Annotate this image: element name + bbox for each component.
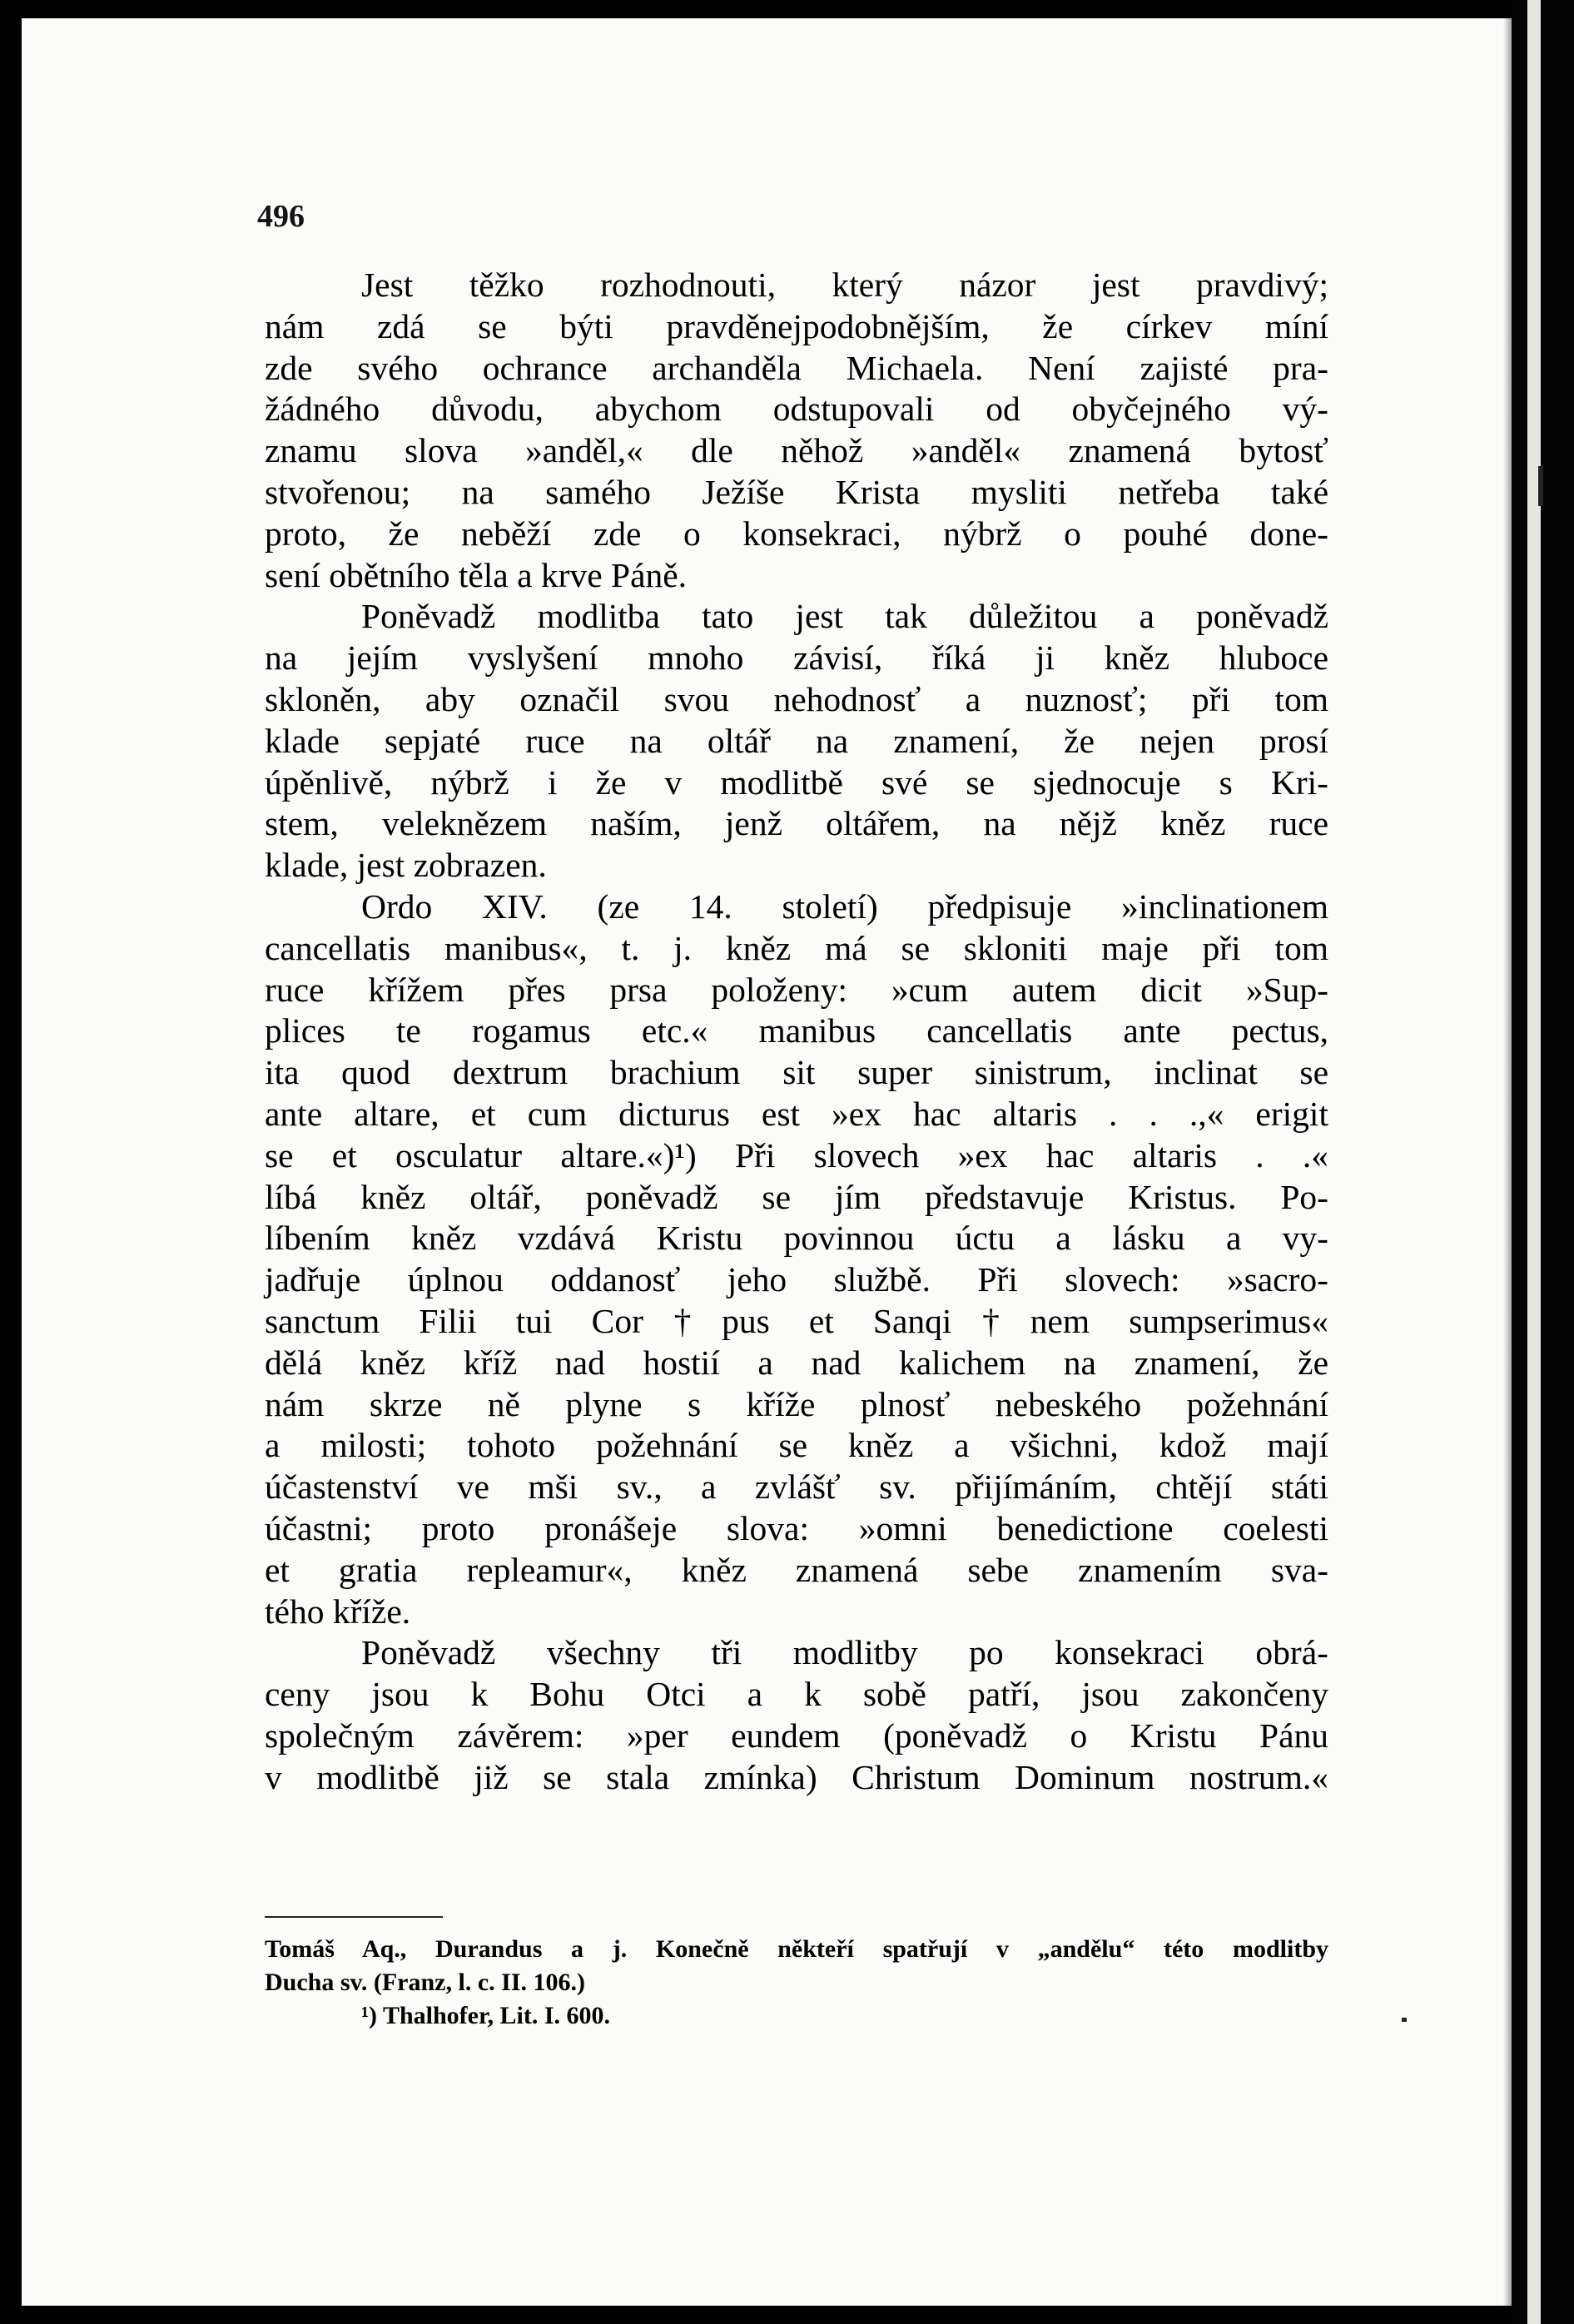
text-line: líbením kněz vzdává Kristu povinnou úctu a lásku a vy- <box>265 1219 1328 1258</box>
text-line: klade, jest zobrazen. <box>265 846 547 885</box>
paragraph <box>265 596 1328 886</box>
paragraph <box>265 1632 1328 1798</box>
scan-edge-strip <box>1527 0 1541 2324</box>
text-line: skloněn, aby označil svou nehodnosť a nuznosť; při tom <box>265 679 1328 718</box>
scan-border-right <box>1512 0 1574 2324</box>
text-line: proto, že neběží zde o konsekraci, nýbrž o pouhé done- <box>265 514 1328 553</box>
text-line: ita quod dextrum brachium sit super sinistrum, inclinat se <box>265 1053 1328 1092</box>
text-line: v modlitbě již se stala zmínka) Christum Dominum nostrum.« <box>265 1757 1328 1796</box>
footnotes <box>265 1933 1328 2033</box>
text-line: Poněvadž všechny tři modlitby po konsekraci obrá- <box>361 1633 1328 1672</box>
text-line: ceny jsou k Bohu Otci a k sobě patří, jsou zakončeny <box>265 1675 1328 1714</box>
footnote-line: Ducha sv. (Franz, l. c. II. 106.) <box>265 1969 585 1996</box>
scan-mark <box>1538 466 1543 506</box>
text-line: sanctum Filii tui Cor†pus et Sanqi†nem sumpserimus« <box>265 1301 1328 1340</box>
scan-speck <box>1402 2018 1407 2022</box>
text-line: stem, veleknězem naším, jenž oltářem, na nějž kněz ruce <box>265 804 1328 843</box>
footnote <box>265 1999 1328 2033</box>
text-line: tého kříže. <box>265 1592 411 1631</box>
footnote-line: ¹) Thalhofer, Lit. I. 600. <box>361 2002 611 2029</box>
text-line: et gratia repleamur«, kněz znamená sebe znamením sva- <box>265 1550 1328 1589</box>
text-line: Ordo XIV. (ze 14. století) předpisuje »inclinationem <box>361 886 1328 926</box>
paragraph <box>265 265 1328 596</box>
text-line: jadřuje úplnou oddanosť jeho službě. Při slovech: »sacro- <box>265 1260 1328 1299</box>
text-line: účastenství ve mši sv., a zvlášť sv. přijímáním, chtějí státi <box>265 1467 1328 1507</box>
text-line: zde svého ochrance archanděla Michaela. Není zajisté pra- <box>265 348 1328 387</box>
text-line: stvořenou; na samého Ježíše Krista mysliti netřeba také <box>265 472 1328 511</box>
footnote-rule <box>265 1916 443 1918</box>
text-line: líbá kněz oltář, poněvadž se jím představuje Kristus. Po- <box>265 1177 1328 1216</box>
text-line: a milosti; tohoto požehnání se kněz a všichni, kdož mají <box>265 1426 1328 1465</box>
text-line: Jest těžko rozhodnouti, který názor jest pravdivý; <box>361 266 1328 304</box>
footnote-line: Tomáš Aq., Durandus a j. Konečně někteří spatřují v „andělu“ této modlitby <box>265 1935 1328 1963</box>
text-line: znamu slova »anděl,« dle něhož »anděl« znamená bytosť <box>265 431 1328 470</box>
body-text <box>265 265 1328 1798</box>
text-line: dělá kněz kříž nad hostií a nad kalichem na znamení, že <box>265 1343 1328 1382</box>
text-line: nám skrze ně plyne s kříže plnosť nebeského požehnání <box>265 1384 1328 1423</box>
footnote <box>265 1933 1328 1999</box>
text-line: sení obětního těla a krve Páně. <box>265 555 688 594</box>
text-line: Poněvadž modlitba tato jest tak důležitou a poněvadž <box>361 597 1328 636</box>
paragraph <box>265 886 1328 1632</box>
text-line: cancellatis manibus«, t. j. kněz má se skloniti maje při tom <box>265 928 1328 967</box>
text-line: ruce křížem přes prsa položeny: »cum autem dicit »Sup- <box>265 970 1328 1009</box>
text-line: plices te rogamus etc.« manibus cancellatis ante pectus, <box>265 1011 1328 1050</box>
text-line: se et osculatur altare.«)¹) Při slovech »ex hac altaris . .« <box>265 1135 1328 1174</box>
text-line: klade sepjaté ruce na oltář na znamení, že nejen prosí <box>265 721 1328 760</box>
page-number: 496 <box>257 199 305 234</box>
text-line: ante altare, et cum dicturus est »ex hac altaris . . .,« erigit <box>265 1094 1328 1133</box>
text-line: úpěnlivě, nýbrž i že v modlitbě své se sjednocuje s Kri- <box>265 762 1328 802</box>
text-line: nám zdá se býti pravděnejpodobnějším, že církev míní <box>265 306 1328 345</box>
text-line: společným závěrem: »per eundem (poněvadž o Kristu Pánu <box>265 1716 1328 1755</box>
text-line: žádného důvodu, abychom odstupovali od obyčejného vý- <box>265 390 1328 429</box>
text-line: účastni; proto pronášeje slova: »omni benedictione coelesti <box>265 1508 1328 1547</box>
text-line: na jejím vyslyšení mnoho závisí, říká ji kněz hluboce <box>265 638 1328 678</box>
